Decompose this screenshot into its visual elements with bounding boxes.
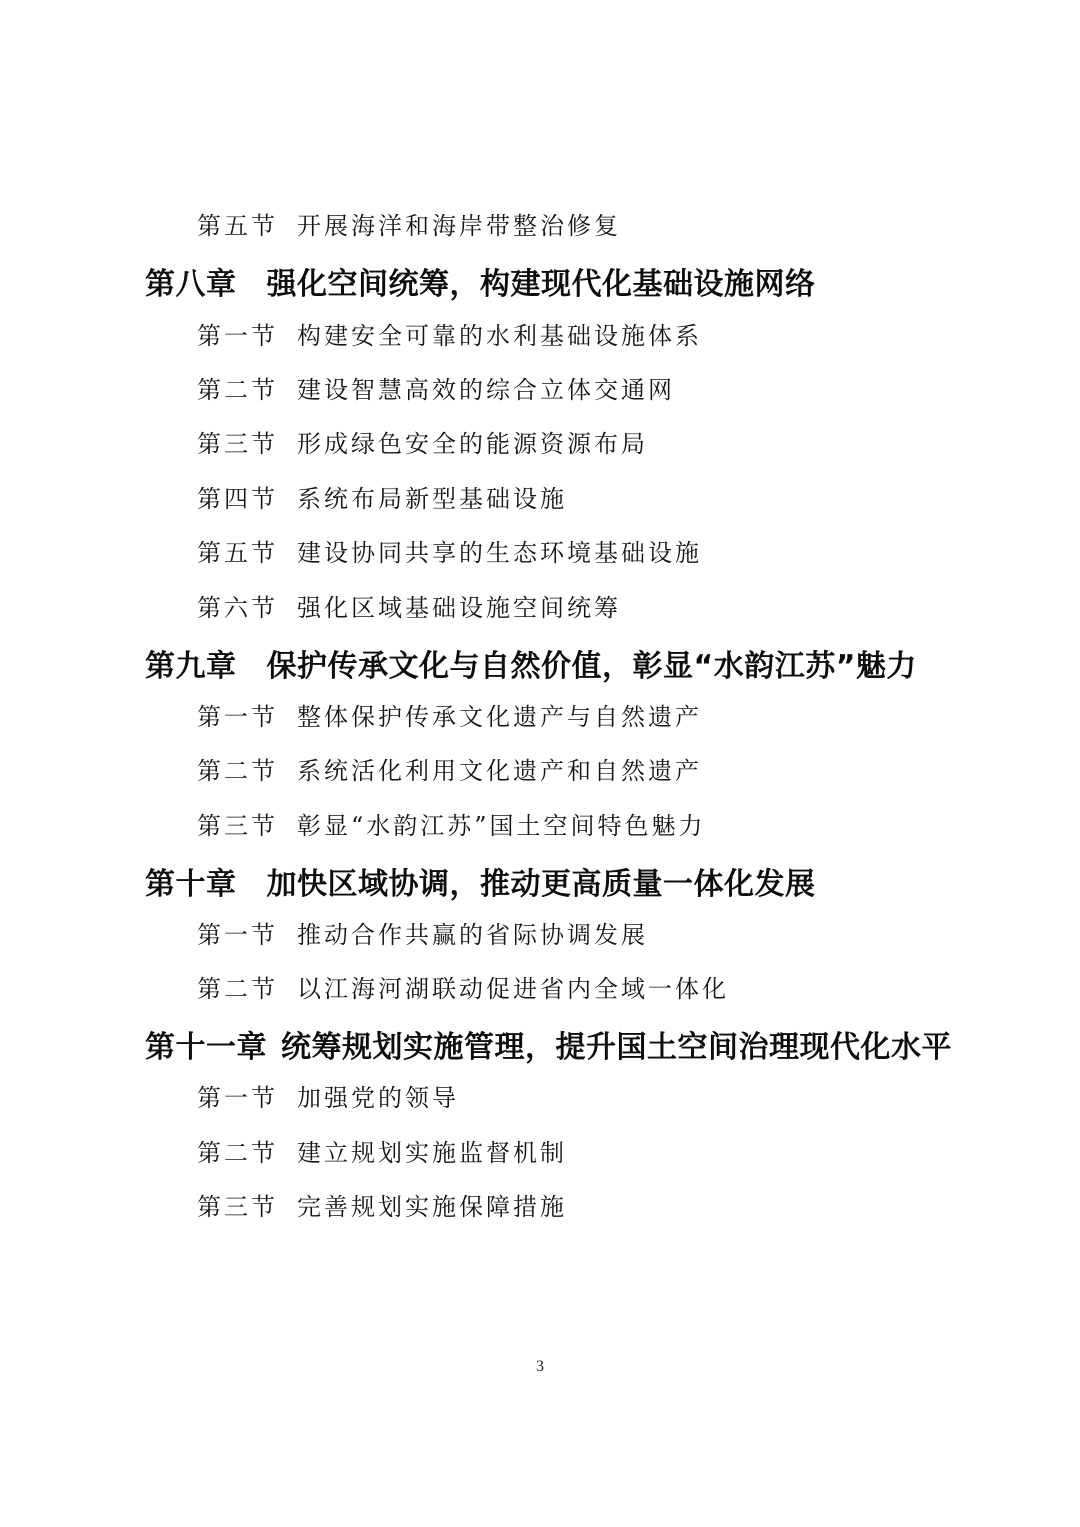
chapter-number: 第八章 [145,267,237,302]
section-number: 第三节 [197,812,278,840]
chapter-title: 加快区域协调，推动更高质量一体化发展 [266,867,816,902]
toc-section-entry [197,206,621,241]
section-number: 第四节 [197,485,278,513]
toc-section-entry [197,1187,567,1222]
toc-section-entry [197,806,706,841]
section-title: 强化区域基础设施空间统筹 [297,594,621,622]
section-number: 第二节 [197,757,278,785]
section-title: 建立规划实施监督机制 [297,1139,567,1167]
section-title: 整体保护传承文化遗产与自然遗产 [297,703,702,731]
chapter-number: 第十章 [145,867,237,902]
section-number: 第二节 [197,1139,278,1167]
section-title: 加强党的领导 [297,1084,459,1112]
section-title: 以江海河湖联动促进省内全域一体化 [297,975,729,1003]
toc-section-entry [197,915,648,950]
section-title: 系统布局新型基础设施 [297,485,567,513]
section-title: 构建安全可靠的水利基础设施体系 [297,322,702,350]
section-number: 第二节 [197,376,278,404]
section-title: 完善规划实施保障措施 [297,1193,567,1221]
toc-section-entry [197,697,702,732]
section-title: 开展海洋和海岸带整治修复 [297,212,621,240]
toc-chapter-entry [145,259,816,303]
chapter-number: 第十一章 [145,1030,267,1065]
section-title: 建设智慧高效的综合立体交通网 [297,376,675,404]
section-title: 形成绿色安全的能源资源布局 [297,430,648,458]
section-title: 彰显“水韵江苏”国土空间特色魅力 [297,812,706,840]
section-title: 系统活化利用文化遗产和自然遗产 [297,757,702,785]
toc-chapter-entry [145,859,816,903]
section-number: 第六节 [197,594,278,622]
section-number: 第二节 [197,975,278,1003]
chapter-title: 统筹规划实施管理，提升国土空间治理现代化水平 [281,1030,952,1065]
section-number: 第一节 [197,1084,278,1112]
section-number: 第三节 [197,1193,278,1221]
section-number: 第三节 [197,430,278,458]
section-title: 建设协同共享的生态环境基础设施 [297,539,702,567]
section-number: 第一节 [197,921,278,949]
section-title: 推动合作共赢的省际协调发展 [297,921,648,949]
chapter-number: 第九章 [145,649,237,684]
toc-section-entry [197,1133,567,1168]
page-number: 3 [536,1358,544,1375]
toc-section-entry [197,533,702,568]
toc-section-entry [197,479,567,514]
toc-section-entry [197,424,648,459]
toc-chapter-entry [145,641,917,685]
section-number: 第五节 [197,212,278,240]
toc-section-entry [197,751,702,786]
toc-section-entry [197,316,702,351]
section-number: 第一节 [197,703,278,731]
toc-section-entry [197,370,675,405]
toc-section-entry [197,588,621,623]
toc-chapter-entry [145,1022,952,1066]
chapter-title: 保护传承文化与自然价值，彰显“水韵江苏”魅力 [266,649,917,684]
section-number: 第一节 [197,322,278,350]
section-number: 第五节 [197,539,278,567]
chapter-title: 强化空间统筹，构建现代化基础设施网络 [266,267,816,302]
toc-section-entry [197,1078,459,1113]
toc-section-entry [197,969,729,1004]
